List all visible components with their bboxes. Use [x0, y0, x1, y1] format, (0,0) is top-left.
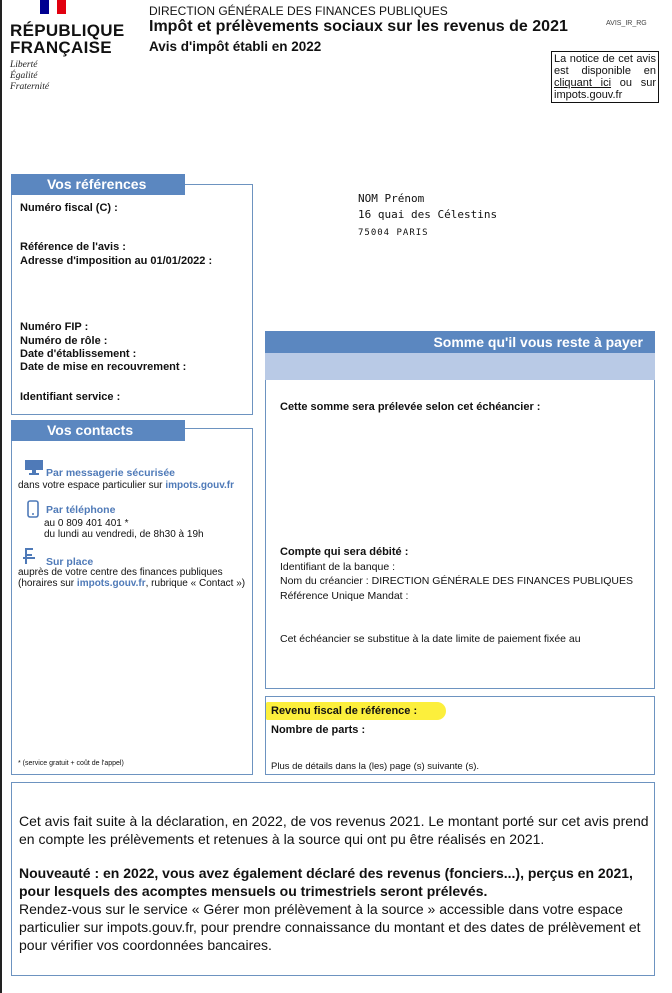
references-title: Vos références	[11, 174, 185, 195]
page-subtitle: Avis d'impôt établi en 2022	[149, 39, 322, 54]
page-title: Impôt et prélèvements sociaux sur les revenus de 2021	[149, 18, 568, 35]
substitution-text: Cet échéancier se substitue à la date limite de paiement fixée au	[280, 633, 581, 645]
role-number-label: Numéro de rôle :	[20, 335, 108, 347]
flag-icon	[40, 0, 66, 14]
computer-icon	[24, 459, 44, 475]
schedule-label: Cette somme sera prélevée selon cet échéancier :	[280, 401, 541, 413]
onsite-title: Sur place	[46, 556, 94, 568]
fip-number-label: Numéro FIP :	[20, 321, 89, 333]
onsite-line2-start: (horaires sur	[18, 578, 75, 589]
contacts-footnote: * (service gratuit + coût de l'appel)	[18, 760, 124, 767]
onsite-line1: auprès de votre centre des finances publiques	[18, 567, 223, 578]
info-paragraph-2: Rendez-vous sur le service « Gérer mon prélèvement à la source » accessible dans votre espace particulier sur impots.gouv.fr, pour prendre connaissance du montant et des dates de prélèvement et pour vérifier vos coordonnées bancaires.	[19, 901, 641, 953]
references-panel	[11, 184, 253, 415]
department-name: DIRECTION GÉNÉRALE DES FINANCES PUBLIQUES	[149, 4, 448, 18]
service-id-label: Identifiant service :	[20, 391, 121, 403]
rfr-label: Revenu fiscal de référence :	[271, 705, 418, 717]
onsite-line2	[18, 578, 245, 589]
secure-message-desc: dans votre espace particulier sur	[18, 480, 163, 491]
collection-date-label: Date de mise en recouvrement :	[20, 361, 187, 373]
secure-message-title: Par messagerie sécurisée	[46, 467, 176, 479]
notice-box	[551, 51, 659, 103]
mandate-label: Référence Unique Mandat :	[280, 590, 409, 602]
page-left-edge	[0, 0, 2, 993]
payment-title: Somme qu'il vous reste à payer	[265, 331, 655, 353]
secure-message-text	[18, 480, 234, 491]
phone-title: Par téléphone	[46, 504, 116, 516]
republic-line2: FRANÇAISE	[10, 38, 112, 57]
recipient-street: 16 quai des Célestins	[358, 208, 498, 221]
building-icon	[22, 547, 36, 565]
contacts-title: Vos contacts	[11, 420, 185, 441]
info-text	[19, 812, 655, 954]
phone-icon	[27, 500, 39, 518]
form-code: AVIS_IR_RG	[606, 20, 647, 27]
onsite-line2-end: , rubrique « Contact »)	[145, 578, 246, 589]
parts-label: Nombre de parts :	[271, 724, 366, 736]
phone-hours: du lundi au vendredi, de 8h30 à 19h	[44, 529, 204, 540]
details-text: Plus de détails dans la (les) page (s) suivante (s).	[271, 761, 480, 772]
address-label: Adresse d'imposition au 01/01/2022 :	[20, 255, 213, 267]
motto-fraternite: Fraternité	[10, 82, 50, 92]
notice-text-after: ou sur impots.gouv.fr	[554, 77, 657, 101]
recipient-name: NOM Prénom	[358, 192, 425, 205]
info-paragraph-1: Cet avis fait suite à la déclaration, en 2022, de vos revenus 2021. Le montant porté sur cet avis prend en compte les prélèvements et retenues à la source qui ont pu être réalisés en 2021.	[19, 813, 649, 847]
debit-account-label: Compte qui sera débité :	[280, 546, 409, 558]
establishment-date-label: Date d'établissement :	[20, 348, 137, 360]
onsite-link[interactable]: impots.gouv.fr	[76, 578, 146, 589]
motto-egalite: Égalité	[10, 71, 38, 81]
avis-reference-label: Référence de l'avis :	[20, 241, 126, 253]
notice-text-before: La notice de cet avis est disponible en	[554, 53, 656, 77]
creditor-label: Nom du créancier : DIRECTION GÉNÉRALE DES FINANCES PUBLIQUES	[280, 575, 634, 587]
republique-logo	[10, 0, 125, 95]
fiscal-number-label: Numéro fiscal (C) :	[20, 202, 118, 214]
notice-link[interactable]: cliquant ici	[554, 77, 612, 89]
bank-id-label: Identifiant de la banque :	[280, 561, 396, 573]
phone-number: au 0 809 401 401 *	[44, 518, 129, 529]
republic-line1: RÉPUBLIQUE	[10, 21, 125, 40]
payment-amount-band	[265, 353, 655, 380]
secure-message-link[interactable]: impots.gouv.fr	[165, 480, 235, 491]
info-paragraph-2-bold: Nouveauté : en 2022, vous avez également déclaré des revenus (fonciers...), perçus en 2021, pour lesquels des acomptes mensuels ou trimestriels seront prélevés.	[19, 865, 633, 899]
recipient-city: 75004 PARIS	[358, 228, 429, 238]
motto-liberte: Liberté	[10, 60, 38, 70]
